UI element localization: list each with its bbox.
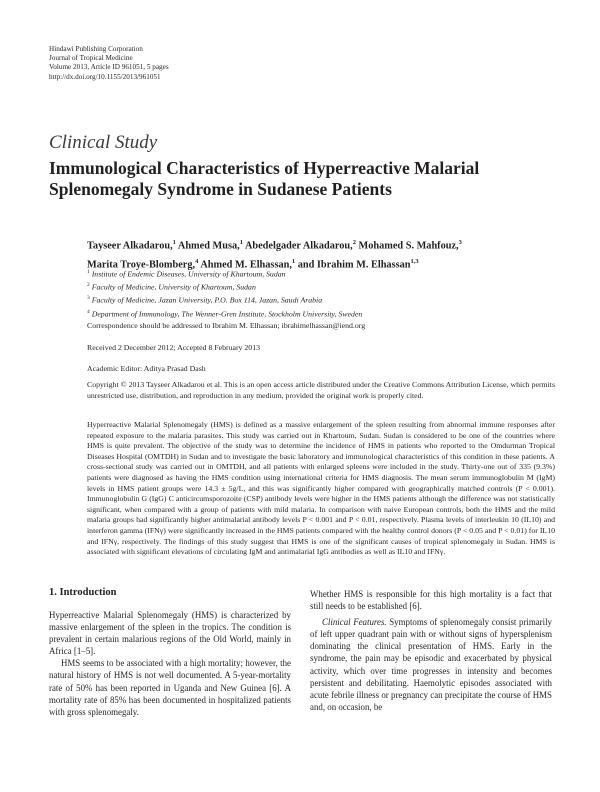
section-heading-introduction: 1. Introduction [49, 587, 117, 598]
doi-link[interactable]: http://dx.doi.org/10.1155/2013/961051 [49, 72, 161, 81]
affiliations [87, 267, 555, 320]
subsection-label: Clinical Features. [322, 617, 387, 628]
journal-name: Journal of Tropical Medicine [49, 54, 133, 63]
author-affiliation-mark: 1,3 [410, 257, 419, 265]
affiliation-number: 2 [87, 282, 90, 289]
publisher: Hindawi Publishing Corporation [49, 45, 143, 53]
article-type: Clinical Study [49, 132, 158, 153]
received-dates: Received 2 December 2012; Accepted 8 February 2013 [87, 343, 260, 352]
affiliation-item [87, 267, 555, 280]
authors-line-1 [87, 235, 557, 254]
article-title [49, 158, 569, 200]
author-name: Marita Troye-Blomberg, [87, 259, 196, 271]
paragraph: HMS seems to be associated with a high mortality; however, the natural history of HMS is not well documented. A 5-year-mortality rate of 50% has been reported in Uganda and New Guinea [6]. A mortality rate of 85% has been documented in hospitalized patients with gross splenomegaly. [49, 658, 291, 717]
affiliation-item [87, 280, 555, 293]
affiliation-number: 3 [87, 295, 90, 302]
author-affiliation-mark: 1 [239, 239, 243, 246]
author-name: Tayseer Alkadarou, [87, 240, 173, 252]
author-name: Mohamed S. Mahfouz, [355, 240, 459, 252]
author-affiliation-mark: 2 [352, 239, 356, 246]
paragraph [310, 616, 552, 713]
affiliation-item [87, 293, 555, 306]
author-name: Ahmed Musa, [175, 240, 240, 252]
author-affiliation-mark: 4 [195, 257, 199, 265]
affiliation-number: 4 [87, 308, 90, 315]
affiliation-text: Department of Immunology, The Wenner-Gren Institute, Stockholm University, Sweden [89, 309, 363, 319]
paragraph: Hyperreactive Malarial Splenomegaly (HMS) is characterized by massive enlargement of the spleen in the tropics. The condition is prevalent in certain malarious regions of the Old World, mainly in Africa [1–5]. [49, 610, 291, 657]
author-name: and Ibrahim M. Elhassan [295, 259, 411, 271]
paragraph: Whether HMS is responsible for this high mortality is a fact that still needs to be established [6]. [310, 589, 552, 612]
paragraph-text: Symptoms of splenomegaly consist primarily of left upper quadrant pain with or without signs of hypersplenism dominating the clinical presentation of HMS. Early in the syndrome, the pain may be episodic and exacerbated by physical activity, which over time progresses in intensity and becomes persistent and debilitating. Haemolytic episodes associated with acute febrile illness or pregnancy can precipitate the course of HMS and, on occasion, be [310, 617, 552, 712]
journal-info [49, 45, 169, 82]
affiliation-text: Institute of Endemic Diseases, University of Khartoum, Sudan [89, 269, 286, 279]
title-line-2: Splenomegaly Syndrome in Sudanese Patients [49, 179, 392, 199]
volume-info: Volume 2013, Article ID 961051, 5 pages [49, 63, 169, 72]
author-affiliation-mark: 1 [172, 239, 176, 246]
abstract: Hyperreactive Malarial Splenomegaly (HMS) is defined as a massive enlargement of the spleen resulting from abnormal immune responses after repeated exposure to the malaria parasites. This study was carried out in Khartoum, Sudan. Sudan is considered to be one of the countries where HMS is quite prevalent. The objective of the study was to determine the incidence of HMS in patients who reported to the Omdurman Tropical Diseases Hospital (OMTDH) in Sudan and to investigate the basic laboratory and immunological characteristics of this condition in these patients. A cross-sectional study was carried out in OMTDH, and all patients with enlarged spleens were included in the study. Thirty-one out of 335 (9.3%) patients were diagnosed as having the HMS condition using international criteria for HMS diagnosis. The mean serum immunoglobulin M (IgM) levels in HMS patient groups were 14.3 ± 5g/L, and this was significantly higher compared with geographically matched controls (P < 0.001). Immunoglobulin G (IgG) C anticircumsporozoite (CSP) antibody levels were higher in the HMS patients although the difference was not statistically significant, when compared with a group of patients with mild malaria. In comparison with naive European controls, both the HMS and the mild malaria groups had significantly higher antimalarial antibody levels P < 0.001 and P < 0.01, respectively. Plasma levels of interleukin 10 (IL10) and interferon gamma (IFNγ) were significantly increased in the HMS patients compared with the healthy control donors (P < 0.05 and P < 0.01) for IL10 and IFNγ, respectively. The findings of this study suggest that HMS is one of the significant causes of tropical splenomegaly in Sudan. HMS is associated with significant elevations of circulating IgM and antimalarial IgG antibodies as well as IL10 and IFNγ. [87, 420, 555, 557]
copyright-notice: Copyright © 2013 Tayseer Alkadarou et al. This is an open access article distributed under the Creative Commons Attribution License, which permits unrestricted use, distribution, and reproduction in any medium, provided the original work is properly cited. [87, 380, 555, 400]
author-affiliation-mark: 1 [291, 257, 296, 265]
author-affiliation-mark: 3 [458, 239, 462, 246]
academic-editor: Academic Editor: Aditya Prasad Dash [87, 364, 206, 373]
author-name: Abedelgader Alkadarou, [242, 240, 353, 252]
affiliation-number: 1 [87, 269, 90, 275]
left-column [49, 609, 291, 718]
title-line-1: Immunological Characteristics of Hyperreactive Malarial [49, 158, 480, 178]
affiliation-item [87, 307, 555, 320]
affiliation-text: Faculty of Medicine, University of Khartoum, Sudan [89, 282, 256, 292]
affiliation-text: Faculty of Medicine, Jazan University, P.O. Box 114, Jazan, Saudi Arabia [89, 295, 323, 305]
right-column [310, 588, 552, 713]
author-name: Ahmed M. Elhassan, [198, 259, 292, 271]
correspondence: Correspondence should be addressed to Ibrahim M. Elhassan; ibrahimelhassan@iend.org [87, 321, 366, 330]
